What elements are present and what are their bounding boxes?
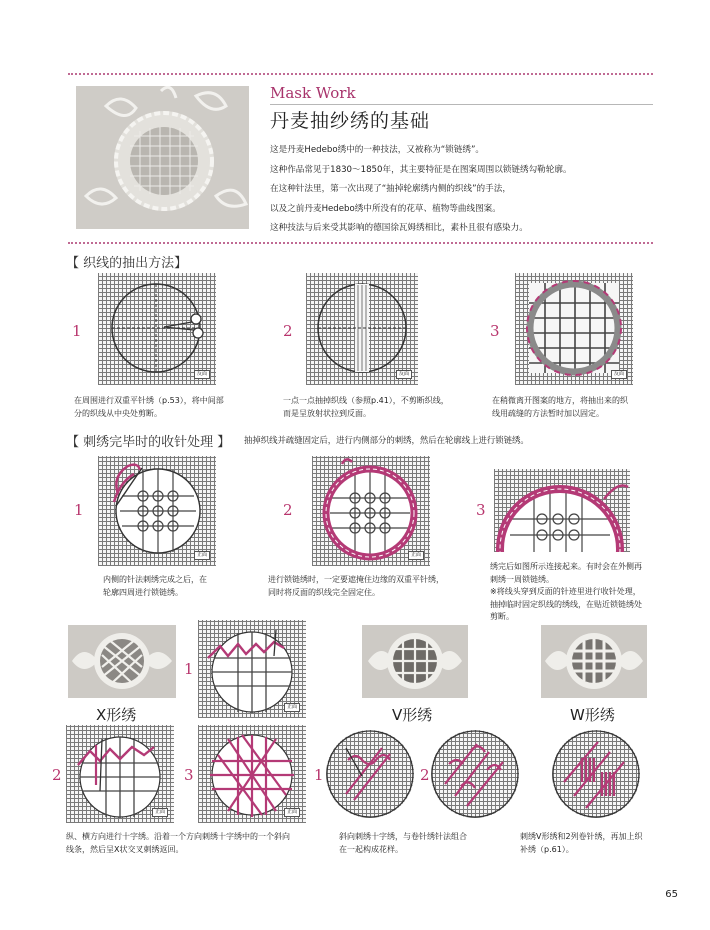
caption-line: 进行锁链绣时，一定要遮掩住边缘的双重平针绣， [268,575,444,584]
header-bottom-rule [68,242,653,244]
s1-diagram-3 [515,273,633,385]
caption-line: 同时将反面的织线完全固定住。 [268,587,380,597]
s1-tag-2: 反面 [396,370,412,379]
section2-title: 【 刺绣完毕时的收针处理 】 [66,435,231,450]
v-stitch-photo [362,625,468,698]
caption-line: 纵、横方向进行十字绣。沿着一个方向刺绣十字绣中的一个斜向 [66,832,290,841]
v-caption [339,831,467,856]
caption-line: 分的织线从中央处剪断。 [74,408,162,418]
page-title: 丹麦抽纱绣的基础 [270,110,431,132]
caption-line: 剪断。 [490,612,514,621]
x-diagram-3 [198,725,306,823]
w-stitch-photo [541,625,647,698]
x-tag-1: 正面 [284,703,300,712]
s1-caption-1 [74,395,224,420]
caption-line: 在周围进行双重平针绣（p.53），将中间部 [74,396,224,405]
intro-line: 以及之前丹麦Hedebo绣中所没有的花草、植物等曲线图案。 [270,203,501,214]
caption-line: 抽掉临时固定织线的绣线，在贴近锁链绣处 [490,599,642,609]
s2-diagram-2 [312,456,430,566]
caption-line: 在一起构成花样。 [339,844,403,854]
s1-caption-2 [283,395,449,420]
w-diagram [552,730,640,818]
section2-note: 抽掉织线并疏缝固定后，进行内侧部分的刺绣，然后在轮廓线上进行锁链绣。 [244,435,529,445]
page-number: 65 [665,889,678,900]
header-embroidery-photo [76,86,249,229]
s2-caption-3 [490,561,642,624]
x-diagram-2 [66,725,174,823]
x-tag-3: 正面 [284,808,300,817]
v-step-number: 1 [314,766,324,784]
x-step-number: 2 [52,766,62,784]
caption-line: 在稍微离开图案的地方，将抽出来的织 [492,396,628,405]
s1-step-number: 1 [72,322,82,340]
header-top-rule [68,73,653,75]
s2-caption-2 [268,574,444,599]
s1-caption-3 [492,395,628,420]
s2-step-number: 1 [74,501,84,519]
s1-diagram-2 [306,273,418,385]
s1-step-number: 3 [490,322,500,340]
s2-diagram-1 [98,456,216,566]
intro-text [270,141,650,239]
s2-step-number: 2 [283,501,293,519]
x-caption [66,831,290,856]
header-title-rule [270,104,653,105]
s2-tag-2: 正面 [408,551,424,560]
caption-line: 刺绣一周锁链绣。 [490,574,554,584]
intro-line: 在这种针法里，第一次出现了“抽掉轮廓绣内侧的织线”的手法， [270,184,511,194]
caption-line: 绣完后如图所示连接起来。有时会在外侧再 [490,562,642,571]
v-diagram-2 [431,730,519,818]
intro-line: 这种作品常见于1830～1850年，其主要特征是在图案周围以锁链绣勾勒轮廓。 [270,164,572,175]
caption-line: 一点一点抽掉织线（参照p.41），不剪断织线， [283,396,449,405]
v-stitch-name: V形绣 [392,706,433,724]
v-step-number: 2 [420,766,430,784]
intro-line: 这是丹麦Hedebo绣中的一种技法，又被称为“锁链绣”。 [270,145,484,155]
x-tag-2: 正面 [152,808,168,817]
caption-line: 线条，然后呈X状交叉刺绣返回。 [66,844,184,854]
v-diagram-1 [326,730,414,818]
s2-caption-1 [103,574,207,599]
caption-line: 刺绣V形绣和2列卷针绣，再加上织 [520,832,643,841]
s1-tag-1: 反面 [194,370,210,379]
caption-line: 而是呈放射状拉到反面。 [283,408,371,418]
s1-diagram-1 [98,273,216,385]
header-title-en: Mask Work [270,84,356,102]
caption-line: 内侧的针法刺绣完成之后，在 [103,575,207,584]
s1-step-number: 2 [283,322,293,340]
caption-line: 轮廓四周进行锁链绣。 [103,587,183,597]
w-caption [520,831,643,856]
caption-line: 斜向刺绣十字绣，与卷针绣针法组合 [339,832,467,841]
caption-line: 补绣（p.61）。 [520,844,574,854]
s2-diagram-3 [494,469,630,552]
x-step-number: 3 [184,766,194,784]
caption-line: 线用疏缝的方法暂时加以固定。 [492,408,604,418]
caption-line: ※将线头穿到反面的针迹里进行收针处理， [490,587,641,596]
x-step-number: 1 [184,660,194,678]
s2-step-number: 3 [476,501,486,519]
x-stitch-name: X形绣 [96,706,137,724]
section1-title: 【 织线的抽出方法】 [66,256,188,271]
intro-line: 这种技法与后来受其影响的德国徐瓦姆绣相比，素朴且很有感染力。 [270,223,528,233]
s2-tag-1: 正面 [194,551,210,560]
s1-tag-3: 反面 [611,370,627,379]
x-diagram-1 [198,620,306,718]
w-stitch-name: W形绣 [570,706,615,724]
x-stitch-photo [68,625,176,698]
